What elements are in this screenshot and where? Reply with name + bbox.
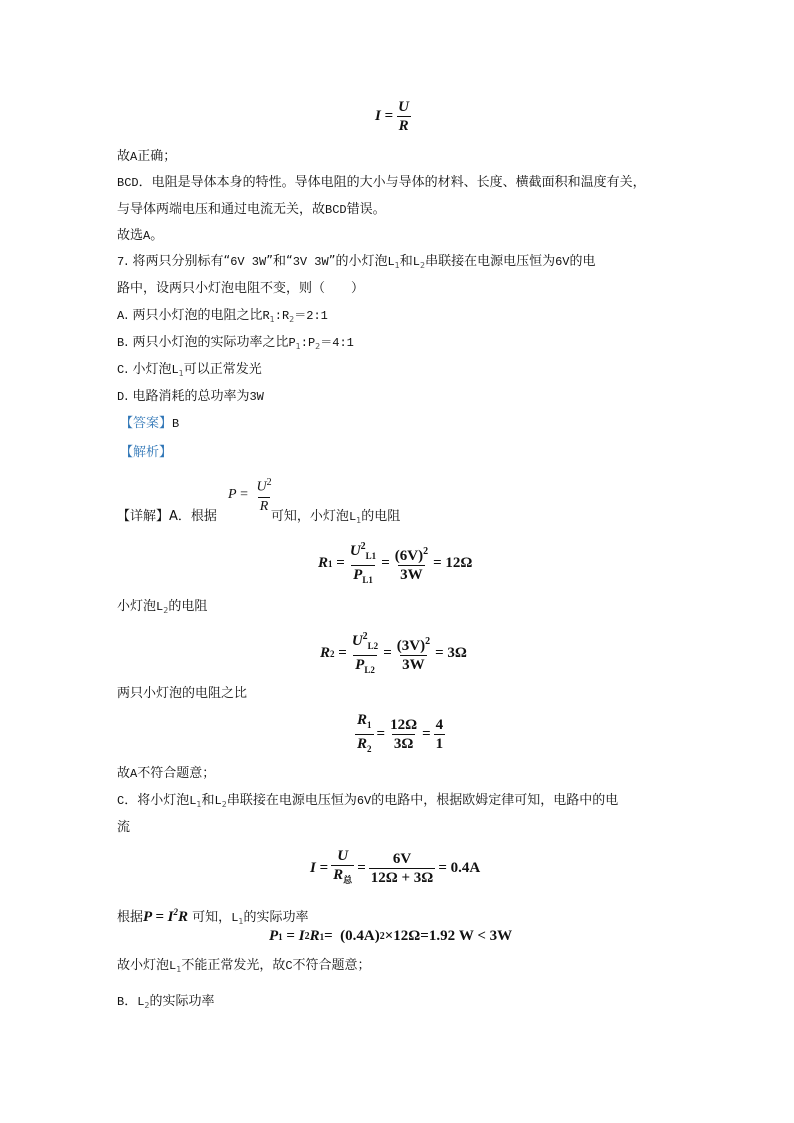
formula-text: 2 bbox=[423, 546, 429, 557]
formula-text: L2 bbox=[367, 641, 379, 651]
formula-text: 1 bbox=[367, 720, 372, 730]
formula-text: (0.4A) bbox=[340, 928, 380, 944]
formula-text: 2 bbox=[173, 907, 179, 917]
text: 故选 bbox=[117, 228, 144, 243]
formula-text: L1 bbox=[362, 575, 373, 585]
formula-text: 3Ω bbox=[393, 736, 414, 752]
text: 正确； bbox=[137, 149, 177, 164]
text: L bbox=[387, 255, 395, 269]
formula-r2: R 2 = $\frac{U^2_{L2}}{P_{L2}}$ = $\frac{(3V)^2}{3W}$ = 3Ω bbox=[320, 628, 467, 679]
text: A bbox=[130, 767, 138, 781]
option-c bbox=[117, 361, 262, 383]
text: 1 bbox=[196, 800, 202, 809]
text: 的实际功率 bbox=[243, 910, 309, 925]
text: 和 bbox=[201, 793, 215, 808]
formula-text: 12Ω bbox=[445, 555, 473, 571]
formula-text: R bbox=[320, 645, 331, 661]
formula-ratio: $\frac{R_1}{R_2}$ = $\frac{12\Omega}{3\Omega}$ = $\frac{4}{1}$ bbox=[352, 711, 448, 758]
formula-text: (6V) bbox=[394, 548, 424, 564]
formula-text: ×12Ω=1.92 W < 3W bbox=[384, 928, 513, 944]
text: 串联接在电源电压恒为 bbox=[425, 254, 556, 269]
text: 2 bbox=[144, 1001, 150, 1010]
text-line bbox=[117, 765, 215, 783]
text: 1 bbox=[295, 342, 301, 351]
text: 【详解】 bbox=[117, 509, 170, 524]
text: 故 bbox=[117, 149, 131, 164]
analysis-label: 【解析】 bbox=[120, 445, 173, 460]
formula-text: I bbox=[375, 108, 381, 124]
text: 1 bbox=[394, 261, 400, 270]
text: L bbox=[169, 959, 177, 973]
text: C bbox=[117, 794, 125, 808]
formula-text: U bbox=[351, 633, 363, 649]
text-line: 两只小灯泡的电阻之比 bbox=[117, 686, 248, 701]
text-line bbox=[117, 993, 215, 1015]
formula-text: 4 bbox=[435, 717, 444, 733]
text: ”的小灯泡 bbox=[328, 254, 388, 269]
formula-text: 2 bbox=[362, 631, 368, 642]
formula-text: 总 bbox=[343, 875, 353, 885]
text: 可知， bbox=[192, 910, 232, 925]
text: . 电路消耗的总功率为 bbox=[124, 389, 250, 404]
text: B bbox=[117, 995, 125, 1009]
text: 2 bbox=[163, 606, 169, 615]
text: 1 bbox=[238, 917, 244, 926]
formula-text: P bbox=[355, 657, 365, 673]
formula-text: 1 bbox=[278, 931, 283, 942]
formula-text: 2 bbox=[379, 931, 385, 942]
formula-text: P bbox=[228, 486, 237, 502]
text: L bbox=[171, 363, 179, 377]
text: 的实际功率 bbox=[149, 994, 215, 1009]
formula-text: 3Ω bbox=[447, 645, 467, 661]
text: 故 bbox=[117, 766, 131, 781]
answer-value: B bbox=[172, 417, 180, 431]
text: 1 bbox=[356, 516, 362, 525]
text: 故小灯泡 bbox=[117, 958, 170, 973]
question-7-stem: 路中，设两只小灯泡电阻不变，则（ ） bbox=[117, 281, 365, 296]
text: A bbox=[143, 229, 151, 243]
formula-text: 1 bbox=[319, 931, 325, 942]
text: 不符合题意； bbox=[292, 958, 371, 973]
text: B bbox=[117, 336, 125, 350]
formula-text: R bbox=[178, 909, 189, 925]
text: 串联接在电源电压恒为 bbox=[226, 793, 357, 808]
text: 1 bbox=[176, 965, 182, 974]
text: ．电阻是导体本身的特性。导体电阻的大小与导体的材料、长度、横截面积和温度有关， bbox=[138, 175, 646, 190]
text: BCD bbox=[117, 176, 139, 190]
text: D bbox=[117, 390, 125, 404]
text: 1 bbox=[269, 315, 275, 324]
formula-r1: R 1 = $\frac{U^2_{L1}}{P_{L1}}$ = $\frac{(6V)^2}{3W}$ = 12Ω bbox=[318, 538, 472, 589]
text: ＝4:1 bbox=[320, 336, 354, 350]
text: L bbox=[137, 995, 145, 1009]
option-b bbox=[117, 334, 354, 356]
formula-text: R bbox=[357, 712, 368, 728]
option-d bbox=[117, 388, 264, 406]
answer bbox=[120, 415, 179, 433]
formula-text: I bbox=[310, 859, 316, 876]
text-line bbox=[117, 227, 163, 245]
text: 错误。 bbox=[346, 202, 386, 217]
text: 6V bbox=[555, 255, 570, 269]
text: R bbox=[262, 309, 270, 323]
formula-text: 12Ω + 3Ω bbox=[370, 869, 434, 886]
formula-text: P = I bbox=[143, 909, 174, 925]
formula-text: 2 bbox=[425, 636, 431, 647]
formula-current: I = $\frac{U}{R_总}$ = $\frac{6V}{12\Omega + 3\Omega}$ = 0.4A bbox=[310, 847, 480, 889]
text-line bbox=[117, 174, 646, 192]
text: 和 bbox=[399, 254, 413, 269]
text: 与导体两端电压和通过电流无关，故 bbox=[117, 202, 326, 217]
text: 可知，小灯泡 bbox=[270, 509, 349, 524]
text: 根据 bbox=[117, 910, 144, 925]
formula-text: 0.4A bbox=[450, 859, 481, 876]
text: 的电阻 bbox=[168, 599, 208, 614]
formula-text: 12Ω bbox=[390, 717, 418, 733]
text: 的电阻 bbox=[361, 509, 401, 524]
text: L bbox=[231, 911, 239, 925]
detail-line bbox=[117, 508, 400, 530]
text: :R bbox=[274, 309, 290, 323]
text: ”和“ bbox=[266, 254, 293, 269]
formula-text: 2 bbox=[360, 541, 366, 552]
text: 1 bbox=[178, 369, 184, 378]
text: 2 bbox=[315, 342, 321, 351]
text: C bbox=[285, 959, 293, 973]
text: L bbox=[156, 600, 164, 614]
text: ． bbox=[124, 994, 138, 1009]
text: A．根据 bbox=[169, 509, 217, 524]
formula-text: 1 bbox=[328, 558, 333, 569]
formula-text: 2 bbox=[367, 744, 372, 754]
text: . 小灯泡 bbox=[124, 362, 172, 377]
text: A bbox=[117, 309, 125, 323]
text: 可以正常发光 bbox=[183, 362, 262, 377]
text-line bbox=[117, 957, 371, 979]
question-7-stem bbox=[117, 253, 596, 275]
formula-text: R bbox=[333, 867, 344, 883]
text: 2 bbox=[221, 800, 227, 809]
text-line: 流 bbox=[117, 820, 131, 835]
formula-text: 2 bbox=[330, 648, 335, 659]
text: 2 bbox=[289, 315, 295, 324]
formula-text: 3W bbox=[400, 567, 423, 583]
formula-text: L2 bbox=[364, 665, 375, 675]
text: 2 bbox=[419, 261, 426, 270]
answer-label: 【答案】 bbox=[120, 416, 173, 431]
text: 3V 3W bbox=[292, 255, 329, 269]
formula-p1: P 1 = I 2 R 1 = (0.4A) 2 ×12Ω=1.92 W < 3W bbox=[269, 928, 513, 944]
formula-text: U bbox=[398, 99, 409, 115]
formula-text: 1 bbox=[435, 736, 444, 752]
text: BCD bbox=[325, 203, 347, 217]
formula-text: R bbox=[259, 498, 269, 514]
text: P bbox=[288, 336, 296, 350]
formula-text: R bbox=[398, 118, 409, 134]
text-line bbox=[117, 201, 386, 219]
formula-text: U bbox=[256, 479, 267, 495]
formula-text: R bbox=[309, 928, 320, 944]
text-line bbox=[117, 598, 207, 620]
formula-text: 2 bbox=[304, 931, 310, 942]
formula-text: 3W bbox=[402, 657, 425, 673]
formula-power: P = $\frac{U^2}{R}$ bbox=[228, 477, 272, 514]
text: L bbox=[214, 794, 222, 808]
text: . 两只小灯泡的电阻之比 bbox=[124, 308, 263, 323]
text-line bbox=[117, 148, 176, 166]
formula-text: 2 bbox=[266, 477, 272, 488]
formula-text: P bbox=[269, 928, 279, 944]
formula-text: I bbox=[298, 928, 305, 944]
text: 6V 3W bbox=[230, 255, 267, 269]
text: . 将两只分别标有“ bbox=[124, 254, 231, 269]
formula-text: R bbox=[318, 555, 329, 571]
text: :P bbox=[300, 336, 316, 350]
formula-text: U bbox=[337, 848, 349, 864]
text: L bbox=[348, 510, 357, 524]
text: 3W bbox=[249, 390, 264, 404]
text: . 两只小灯泡的实际功率之比 bbox=[124, 335, 289, 350]
text: 不符合题意； bbox=[137, 766, 216, 781]
formula-text: P bbox=[353, 567, 363, 583]
text-line bbox=[117, 903, 309, 931]
text: 小灯泡 bbox=[117, 599, 157, 614]
formula-text: R bbox=[357, 736, 368, 752]
formula-ohms-law: I = $\frac{U}{R}$ bbox=[375, 99, 409, 134]
text-line bbox=[117, 792, 618, 814]
formula-text: L1 bbox=[365, 551, 377, 561]
text: ．将小灯泡 bbox=[124, 793, 190, 808]
text: C bbox=[117, 363, 125, 377]
option-a bbox=[117, 307, 328, 329]
text: A bbox=[130, 150, 138, 164]
formula-text: 6V bbox=[392, 850, 412, 867]
text: ＝2:1 bbox=[294, 309, 328, 323]
formula-text: U bbox=[349, 543, 361, 559]
text: 7 bbox=[117, 255, 125, 269]
text: 6V bbox=[356, 794, 372, 808]
text: 的电路中，根据欧姆定律可知，电路中的电 bbox=[371, 793, 619, 808]
text: 的电 bbox=[569, 254, 596, 269]
text: 。 bbox=[150, 228, 164, 243]
text: 不能正常发光，故 bbox=[181, 958, 286, 973]
formula-text: (3V) bbox=[396, 638, 426, 654]
text: L bbox=[189, 794, 197, 808]
text: L bbox=[412, 255, 420, 269]
